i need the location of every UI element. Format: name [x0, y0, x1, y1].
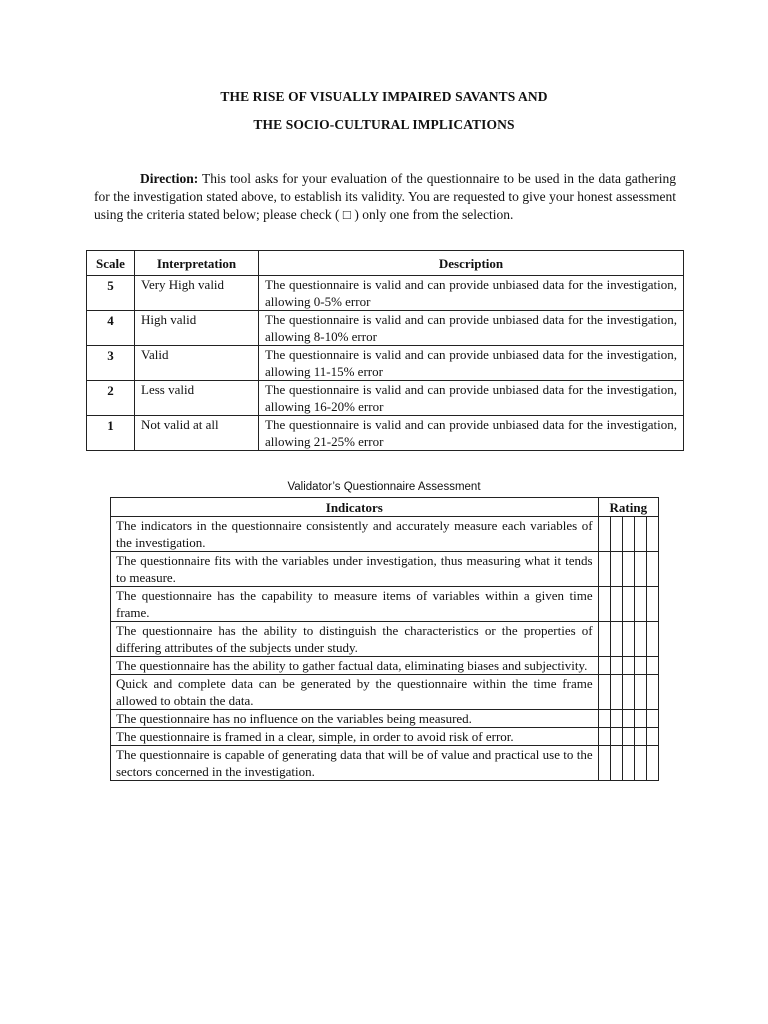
- interpretation-cell: Not valid at all: [135, 416, 259, 451]
- direction-label: Direction:: [140, 171, 199, 186]
- rating-checkbox-cell[interactable]: [646, 587, 658, 622]
- indicator-row: [111, 587, 659, 622]
- rating-checkbox-cell[interactable]: [634, 675, 646, 710]
- rating-checkbox-cell[interactable]: [646, 657, 658, 675]
- indicator-row: [111, 517, 659, 552]
- rating-checkbox-cell[interactable]: [610, 746, 622, 781]
- scale-row: [87, 381, 684, 416]
- scale-row: [87, 416, 684, 451]
- document-title-line-1: THE RISE OF VISUALLY IMPAIRED SAVANTS AND: [220, 89, 548, 104]
- indicator-row: [111, 746, 659, 781]
- rating-checkbox-cell[interactable]: [610, 517, 622, 552]
- rating-column-header: Rating: [598, 498, 658, 517]
- document-title-line-2: THE SOCIO-CULTURAL IMPLICATIONS: [253, 117, 515, 132]
- rating-checkbox-cell[interactable]: [622, 622, 634, 657]
- description-cell: The questionnaire is valid and can provide unbiased data for the investigation, allowing 16-20% error: [259, 381, 684, 416]
- scale-row: [87, 276, 684, 311]
- indicator-text: The questionnaire has the ability to gather factual data, eliminating biases and subjectivity.: [111, 657, 599, 675]
- interpretation-cell: Valid: [135, 346, 259, 381]
- indicator-text: The indicators in the questionnaire consistently and accurately measure each variables of the investigation.: [111, 517, 599, 552]
- description-cell: The questionnaire is valid and can provide unbiased data for the investigation, allowing 8-10% error: [259, 311, 684, 346]
- description-cell: The questionnaire is valid and can provide unbiased data for the investigation, allowing 21-25% error: [259, 416, 684, 451]
- indicator-text: The questionnaire fits with the variables under investigation, thus measuring what it tends to measure.: [111, 552, 599, 587]
- rating-checkbox-cell[interactable]: [610, 728, 622, 746]
- rating-checkbox-cell[interactable]: [610, 552, 622, 587]
- rating-checkbox-cell[interactable]: [622, 552, 634, 587]
- interpretation-cell: Less valid: [135, 381, 259, 416]
- rating-checkbox-cell[interactable]: [646, 622, 658, 657]
- scale-value: 3: [87, 346, 135, 381]
- rating-checkbox-cell[interactable]: [622, 710, 634, 728]
- indicator-row: [111, 728, 659, 746]
- rating-checkbox-cell[interactable]: [598, 746, 610, 781]
- description-cell: The questionnaire is valid and can provide unbiased data for the investigation, allowing 11-15% error: [259, 346, 684, 381]
- scale-row: [87, 311, 684, 346]
- interpretation-cell: Very High valid: [135, 276, 259, 311]
- direction-text: This tool asks for your evaluation of the questionnaire to be used in the data gathering for the investigation stated above, to establish its validity. You are requested to give your honest assessment using the criteria stated below; please check ( □ ) only one from the selection.: [94, 171, 676, 222]
- scale-value: 1: [87, 416, 135, 451]
- rating-checkbox-cell[interactable]: [634, 710, 646, 728]
- rating-checkbox-cell[interactable]: [622, 657, 634, 675]
- indicator-text: The questionnaire is capable of generating data that will be of value and practical use to the sectors concerned in the investigation.: [111, 746, 599, 781]
- description-cell: The questionnaire is valid and can provide unbiased data for the investigation, allowing 0-5% error: [259, 276, 684, 311]
- indicator-row: [111, 552, 659, 587]
- assessment-caption: Validator’s Questionnaire Assessment: [287, 481, 481, 493]
- assessment-table-body: [111, 517, 659, 781]
- indicator-text: Quick and complete data can be generated by the questionnaire within the time frame allowed to obtain the data.: [111, 675, 599, 710]
- description-column-header: Description: [259, 251, 684, 276]
- assessment-table: [110, 497, 659, 781]
- rating-checkbox-cell[interactable]: [622, 746, 634, 781]
- rating-checkbox-cell[interactable]: [598, 552, 610, 587]
- rating-checkbox-cell[interactable]: [646, 517, 658, 552]
- rating-checkbox-cell[interactable]: [634, 517, 646, 552]
- indicator-row: [111, 622, 659, 657]
- rating-checkbox-cell[interactable]: [610, 622, 622, 657]
- rating-checkbox-cell[interactable]: [622, 517, 634, 552]
- indicator-text: The questionnaire has no influence on the variables being measured.: [111, 710, 599, 728]
- indicator-row: [111, 675, 659, 710]
- rating-checkbox-cell[interactable]: [646, 675, 658, 710]
- rating-checkbox-cell[interactable]: [646, 552, 658, 587]
- indicator-row: [111, 710, 659, 728]
- rating-checkbox-cell[interactable]: [598, 675, 610, 710]
- assessment-header-row: [111, 498, 659, 517]
- rating-checkbox-cell[interactable]: [646, 710, 658, 728]
- rating-checkbox-cell[interactable]: [610, 587, 622, 622]
- rating-checkbox-cell[interactable]: [634, 728, 646, 746]
- rating-checkbox-cell[interactable]: [598, 728, 610, 746]
- rating-checkbox-cell[interactable]: [610, 657, 622, 675]
- interpretation-column-header: Interpretation: [135, 251, 259, 276]
- rating-checkbox-cell[interactable]: [622, 675, 634, 710]
- rating-checkbox-cell[interactable]: [646, 746, 658, 781]
- rating-checkbox-cell[interactable]: [598, 517, 610, 552]
- direction-paragraph: [94, 170, 676, 224]
- rating-checkbox-cell[interactable]: [634, 746, 646, 781]
- rating-checkbox-cell[interactable]: [622, 728, 634, 746]
- scale-column-header: Scale: [87, 251, 135, 276]
- scale-value: 5: [87, 276, 135, 311]
- rating-checkbox-cell[interactable]: [646, 728, 658, 746]
- scale-value: 4: [87, 311, 135, 346]
- rating-checkbox-cell[interactable]: [634, 657, 646, 675]
- rating-checkbox-cell[interactable]: [598, 587, 610, 622]
- rating-checkbox-cell[interactable]: [634, 622, 646, 657]
- rating-checkbox-cell[interactable]: [634, 587, 646, 622]
- scale-value: 2: [87, 381, 135, 416]
- rating-checkbox-cell[interactable]: [610, 710, 622, 728]
- indicators-column-header: Indicators: [111, 498, 599, 517]
- rating-checkbox-cell[interactable]: [598, 657, 610, 675]
- scale-row: [87, 346, 684, 381]
- interpretation-cell: High valid: [135, 311, 259, 346]
- indicator-text: The questionnaire has the ability to distinguish the characteristics or the properties of differing attributes of the subjects under study.: [111, 622, 599, 657]
- rating-checkbox-cell[interactable]: [634, 552, 646, 587]
- rating-checkbox-cell[interactable]: [610, 675, 622, 710]
- scale-table-body: [87, 276, 684, 451]
- indicator-text: The questionnaire is framed in a clear, simple, in order to avoid risk of error.: [111, 728, 599, 746]
- scale-table: [86, 250, 684, 451]
- indicator-row: [111, 657, 659, 675]
- rating-checkbox-cell[interactable]: [622, 587, 634, 622]
- rating-checkbox-cell[interactable]: [598, 710, 610, 728]
- scale-table-header-row: [87, 251, 684, 276]
- rating-checkbox-cell[interactable]: [598, 622, 610, 657]
- indicator-text: The questionnaire has the capability to measure items of variables within a given time frame.: [111, 587, 599, 622]
